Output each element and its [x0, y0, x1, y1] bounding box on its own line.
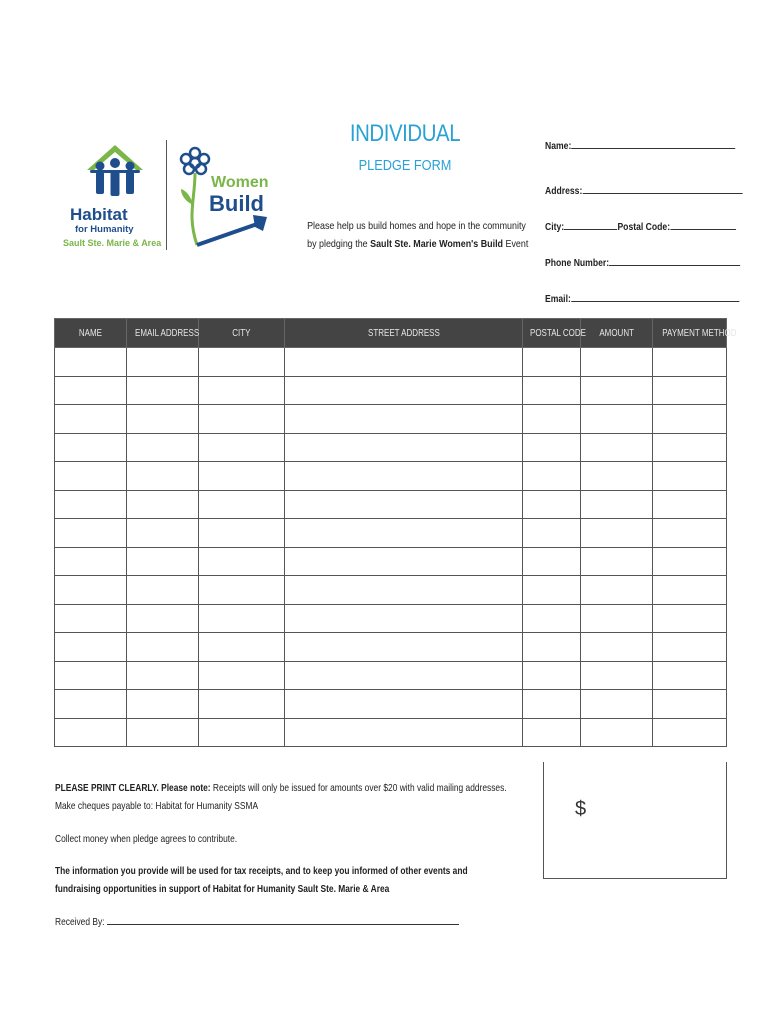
table-cell-input[interactable] [285, 604, 523, 633]
table-cell-input[interactable] [581, 376, 653, 405]
column-header: EMAIL ADDRESS [127, 319, 199, 348]
hammer-icon [197, 215, 267, 245]
table-cell-input[interactable] [199, 718, 285, 747]
table-cell-input[interactable] [55, 405, 127, 434]
intro-line-2: by pledging the Sault Ste. Marie Women's Build Event [307, 238, 529, 250]
svg-text:Build: Build [209, 191, 264, 216]
table-row [55, 462, 727, 491]
table-cell-input[interactable] [523, 405, 581, 434]
table-cell-input[interactable] [581, 576, 653, 605]
column-header: AMOUNT [581, 319, 653, 348]
phone-field[interactable]: Phone Number: [545, 256, 709, 269]
table-row [55, 547, 727, 576]
svg-text:Sault Ste. Marie & Area: Sault Ste. Marie & Area [63, 238, 162, 248]
table-cell-input[interactable] [653, 576, 727, 605]
table-cell-input[interactable] [285, 576, 523, 605]
table-cell-input[interactable] [55, 633, 127, 662]
print-clearly-note: PLEASE PRINT CLEARLY. Please note: Receipts will only be issued for amounts over $20 with valid mailing addresses. [55, 782, 507, 794]
table-cell-input[interactable] [199, 661, 285, 690]
city-postal-field[interactable]: City: Postal Code: [545, 220, 709, 233]
table-cell-input[interactable] [285, 661, 523, 690]
table-cell-input[interactable] [581, 405, 653, 434]
table-cell-input[interactable] [285, 519, 523, 548]
table-row [55, 348, 727, 377]
table-cell-input[interactable] [653, 433, 727, 462]
table-row [55, 690, 727, 719]
intro-line-1: Please help us build homes and hope in the community [307, 220, 526, 232]
table-cell-input[interactable] [127, 718, 199, 747]
table-cell-input[interactable] [127, 348, 199, 377]
table-cell-input[interactable] [523, 348, 581, 377]
table-cell-input[interactable] [285, 405, 523, 434]
table-cell-input[interactable] [127, 661, 199, 690]
table-cell-input[interactable] [55, 462, 127, 491]
table-cell-input[interactable] [127, 462, 199, 491]
address-field[interactable]: Address: [545, 184, 709, 197]
table-cell-input[interactable] [199, 604, 285, 633]
table-row [55, 405, 727, 434]
table-cell-input[interactable] [523, 490, 581, 519]
table-cell-input[interactable] [55, 376, 127, 405]
form-subtitle: PLEDGE FORM [358, 157, 452, 174]
table-cell-input[interactable] [127, 633, 199, 662]
table-row [55, 519, 727, 548]
table-cell-input[interactable] [653, 690, 727, 719]
table-cell-input[interactable] [523, 547, 581, 576]
table-cell-input[interactable] [523, 576, 581, 605]
table-cell-input[interactable] [199, 490, 285, 519]
table-cell-input[interactable] [127, 490, 199, 519]
table-cell-input[interactable] [523, 604, 581, 633]
table-row [55, 376, 727, 405]
table-cell-input[interactable] [199, 519, 285, 548]
table-cell-input[interactable] [581, 519, 653, 548]
table-header-row [55, 319, 727, 348]
table-row [55, 633, 727, 662]
svg-text:Habitat: Habitat [70, 205, 128, 224]
table-cell-input[interactable] [581, 604, 653, 633]
table-cell-input[interactable] [199, 576, 285, 605]
table-cell-input[interactable] [55, 490, 127, 519]
table-cell-input[interactable] [523, 661, 581, 690]
email-field[interactable]: Email: [545, 292, 709, 305]
table-cell-input[interactable] [581, 433, 653, 462]
table-cell-input[interactable] [523, 633, 581, 662]
svg-text:Women: Women [211, 174, 269, 191]
table-cell-input[interactable] [523, 376, 581, 405]
table-cell-input[interactable] [523, 690, 581, 719]
table-cell-input[interactable] [199, 405, 285, 434]
table-cell-input[interactable] [199, 462, 285, 491]
table-cell-input[interactable] [523, 519, 581, 548]
table-cell-input[interactable] [55, 576, 127, 605]
table-row [55, 661, 727, 690]
table-cell-input[interactable] [653, 490, 727, 519]
table-cell-input[interactable] [55, 661, 127, 690]
logo-divider [166, 140, 167, 250]
table-cell-input[interactable] [653, 348, 727, 377]
table-cell-input[interactable] [285, 376, 523, 405]
table-cell-input[interactable] [127, 547, 199, 576]
women-build-logo [175, 145, 270, 250]
habitat-for-humanity-logo [60, 140, 170, 255]
table-cell-input[interactable] [55, 690, 127, 719]
table-cell-input[interactable] [199, 348, 285, 377]
table-cell-input[interactable] [523, 462, 581, 491]
table-cell-input[interactable] [581, 661, 653, 690]
table-cell-input[interactable] [55, 519, 127, 548]
table-row [55, 490, 727, 519]
table-cell-input[interactable] [285, 633, 523, 662]
table-cell-input[interactable] [199, 376, 285, 405]
dollar-sign: $ [575, 798, 587, 820]
people-icon [90, 158, 140, 196]
info-note-line-2: fundraising opportunities in support of Habitat for Humanity Sault Ste. Marie & Area [55, 883, 390, 895]
table-cell-input[interactable] [653, 462, 727, 491]
table-cell-input[interactable] [285, 433, 523, 462]
table-row [55, 604, 727, 633]
table-cell-input[interactable] [127, 690, 199, 719]
info-note-line-1: The information you provide will be used for tax receipts, and to keep you informed of other events and [55, 865, 468, 877]
table-cell-input[interactable] [653, 519, 727, 548]
table-cell-input[interactable] [581, 547, 653, 576]
table-cell-input[interactable] [127, 604, 199, 633]
table-cell-input[interactable] [653, 376, 727, 405]
flower-icon [181, 148, 209, 245]
table-cell-input[interactable] [127, 405, 199, 434]
received-by-field[interactable]: Received By: [55, 915, 459, 928]
table-cell-input[interactable] [127, 433, 199, 462]
table-cell-input[interactable] [653, 661, 727, 690]
table-cell-input[interactable] [653, 405, 727, 434]
table-cell-input[interactable] [285, 547, 523, 576]
table-cell-input[interactable] [581, 348, 653, 377]
svg-text:for Humanity: for Humanity [75, 224, 134, 235]
cheques-note: Make cheques payable to: Habitat for Humanity SSMA [55, 800, 259, 812]
table-cell-input[interactable] [127, 576, 199, 605]
total-amount-box[interactable] [543, 762, 727, 879]
table-cell-input[interactable] [523, 718, 581, 747]
table-cell-input[interactable] [55, 604, 127, 633]
table-cell-input[interactable] [199, 547, 285, 576]
table-cell-input[interactable] [653, 547, 727, 576]
table-cell-input[interactable] [55, 718, 127, 747]
table-cell-input[interactable] [55, 433, 127, 462]
column-header: CITY [199, 319, 285, 348]
table-cell-input[interactable] [199, 690, 285, 719]
table-cell-input[interactable] [199, 433, 285, 462]
table-cell-input[interactable] [285, 690, 523, 719]
column-header: STREET ADDRESS [285, 319, 523, 348]
table-cell-input[interactable] [523, 433, 581, 462]
table-cell-input[interactable] [55, 547, 127, 576]
table-cell-input[interactable] [55, 348, 127, 377]
column-header: NAME [55, 319, 127, 348]
table-row [55, 576, 727, 605]
column-header: POSTAL CODE [523, 319, 581, 348]
table-cell-input[interactable] [653, 604, 727, 633]
table-cell-input[interactable] [285, 348, 523, 377]
table-cell-input[interactable] [127, 519, 199, 548]
table-cell-input[interactable] [581, 462, 653, 491]
table-cell-input[interactable] [127, 376, 199, 405]
table-cell-input[interactable] [653, 718, 727, 747]
table-cell-input[interactable] [285, 490, 523, 519]
table-cell-input[interactable] [285, 462, 523, 491]
pledge-table [54, 318, 737, 747]
table-cell-input[interactable] [581, 718, 653, 747]
table-cell-input[interactable] [285, 718, 523, 747]
table-cell-input[interactable] [581, 633, 653, 662]
collect-note: Collect money when pledge agrees to contribute. [55, 833, 238, 845]
table-row [55, 718, 727, 747]
name-field[interactable]: Name: [545, 139, 709, 152]
table-cell-input[interactable] [653, 633, 727, 662]
table-cell-input[interactable] [199, 633, 285, 662]
table-cell-input[interactable] [581, 690, 653, 719]
column-header: PAYMENT METHOD [653, 319, 727, 348]
table-cell-input[interactable] [581, 490, 653, 519]
form-title: INDIVIDUAL [349, 120, 461, 147]
table-row [55, 433, 727, 462]
